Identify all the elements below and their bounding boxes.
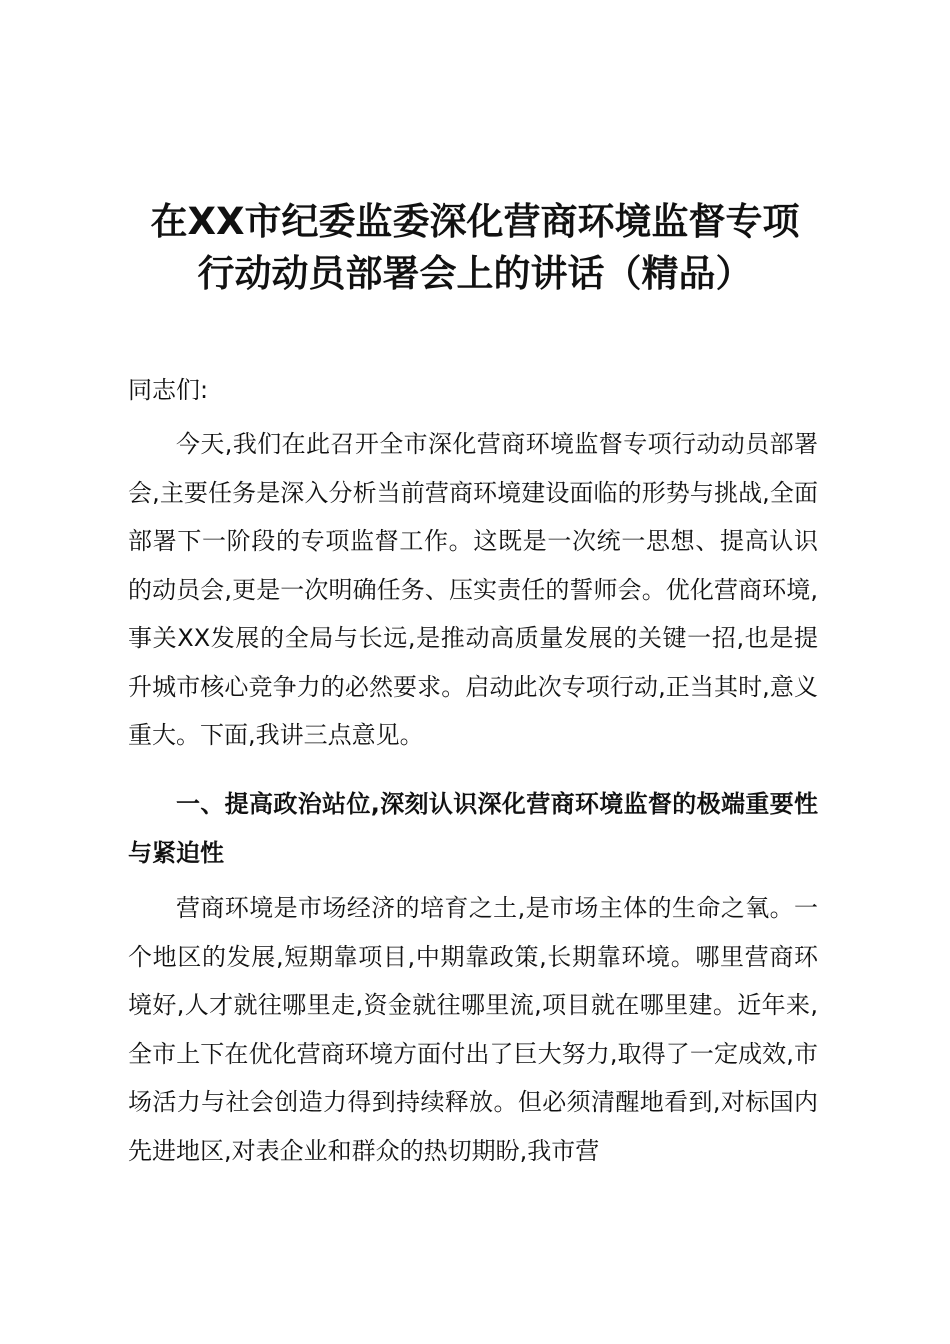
title-line-1: 在XX市纪委监委深化营商环境监督专项 — [150, 200, 800, 243]
salutation: 同志们: — [128, 376, 209, 404]
title-line-2: 行动动员部署会上的讲话（精品） — [197, 252, 753, 295]
document-title — [100, 196, 850, 300]
section-heading-1: 一、提高政治站位,深刻认识深化营商环境监督的极端重要性与紧迫性 — [128, 790, 818, 867]
paragraph-intro: 今天,我们在此召开全市深化营商环境监督专项行动动员部署会,主要任务是深入分析当前营商环境建设面临的形势与挑战,全面部署下一阶段的专项监督工作。这既是一次统一思想、提高认识的动员会,更是一次明确任务、压实责任的誓师会。优化营商环境,事关XX发展的全局与长远,是推动高质量发展的关键一招,也是提升城市核心竞争力的必然要求。启动此次专项行动,正当其时,意义重大。下面,我讲三点意见。 — [128, 430, 818, 749]
paragraph-section-1: 营商环境是市场经济的培育之土,是市场主体的生命之氧。一个地区的发展,短期靠项目,中期靠政策,长期靠环境。哪里营商环境好,人才就往哪里走,资金就往哪里流,项目就在哪里建。近年来,全市上下在优化营商环境方面付出了巨大努力,取得了一定成效,市场活力与社会创造力得到持续释放。但必须清醒地看到,对标国内先进地区,对表企业和群众的热切期盼,我市营 — [128, 894, 818, 1165]
